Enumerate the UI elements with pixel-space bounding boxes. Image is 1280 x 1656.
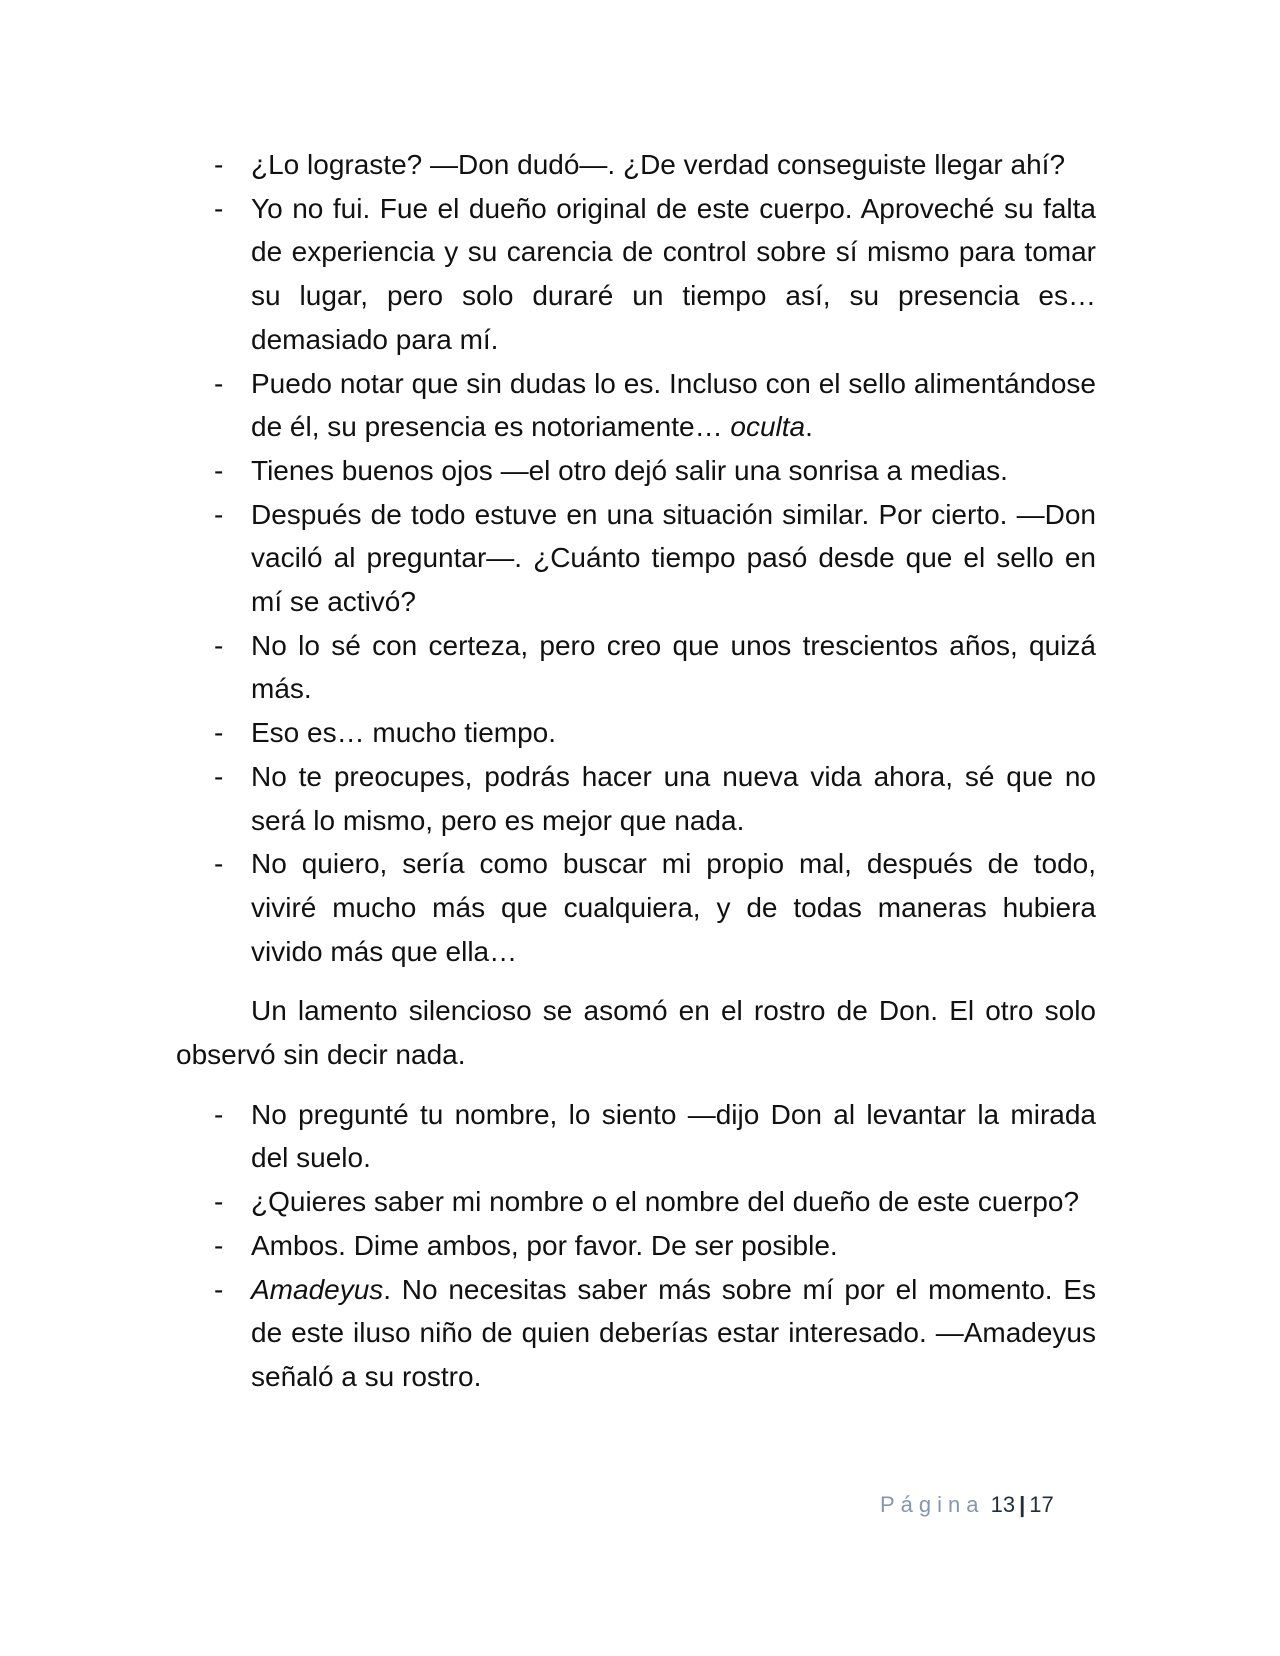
dialogue-list-2 bbox=[176, 1093, 1096, 1399]
narration-paragraph: Un lamento silencioso se asomó en el rostro de Don. El otro solo observó sin decir nada. bbox=[176, 995, 1096, 1071]
italic-name: Amadeyus bbox=[251, 1273, 384, 1305]
dialogue-text: Tienes buenos ojos —el otro dejó salir una sonrisa a medias. bbox=[251, 454, 1008, 486]
dialogue-dash: - bbox=[214, 717, 224, 749]
dialogue-dash: - bbox=[214, 760, 224, 792]
dialogue-text: Ambos. Dime ambos, por favor. De ser posible. bbox=[251, 1229, 838, 1261]
dialogue-dash: - bbox=[214, 367, 224, 399]
dialogue-line bbox=[176, 711, 1096, 755]
dialogue-dash: - bbox=[214, 1273, 224, 1305]
dialogue-line bbox=[176, 449, 1096, 493]
dialogue-text: Después de todo estuve en una situación similar. Por cierto. —Don vaciló al preguntar—. ¿Cuánto tiempo pasó desde que el sello en mí se activó? bbox=[251, 498, 1096, 618]
dialogue-dash: - bbox=[214, 498, 224, 530]
page-total: 17 bbox=[1029, 1492, 1054, 1517]
dialogue-line bbox=[176, 1268, 1096, 1399]
page-footer bbox=[880, 1490, 1076, 1520]
page-separator: | bbox=[1019, 1492, 1026, 1517]
dialogue-line bbox=[176, 362, 1096, 449]
page-body bbox=[176, 143, 1096, 1399]
dialogue-dash: - bbox=[214, 192, 224, 224]
italic-word: oculta bbox=[730, 411, 806, 443]
dialogue-text: . No necesitas saber más sobre mí por el momento. Es de este iluso niño de quien deberías estar interesado. —Amadeyus señaló a su rostro. bbox=[251, 1273, 1096, 1392]
dialogue-text: Yo no fui. Fue el dueño original de este cuerpo. Aproveché su falta de experiencia y su carencia de control sobre sí mismo para tomar su lugar, pero solo duraré un tiempo así, su presencia es… demasiado para mí. bbox=[251, 192, 1096, 355]
dialogue-line bbox=[176, 187, 1096, 362]
dialogue-text: No lo sé con certeza, pero creo que unos trescientos años, quizá más. bbox=[251, 629, 1096, 705]
dialogue-dash: - bbox=[214, 1098, 224, 1130]
dialogue-dash: - bbox=[214, 1186, 224, 1218]
dialogue-line bbox=[176, 1093, 1096, 1180]
dialogue-dash: - bbox=[214, 454, 224, 486]
dialogue-line bbox=[176, 755, 1096, 842]
dialogue-text: No te preocupes, podrás hacer una nueva vida ahora, sé que no será lo mismo, pero es mejor que nada. bbox=[251, 760, 1096, 836]
dialogue-line bbox=[176, 624, 1096, 711]
dialogue-text: ¿Quieres saber mi nombre o el nombre del dueño de este cuerpo? bbox=[251, 1186, 1080, 1218]
dialogue-line bbox=[176, 493, 1096, 624]
dialogue-dash: - bbox=[214, 629, 224, 661]
dialogue-text: No quiero, sería como buscar mi propio mal, después de todo, viviré mucho más que cualquiera, y de todas maneras hubiera vivido más que ella… bbox=[251, 848, 1096, 967]
dialogue-text-end: . bbox=[805, 411, 813, 443]
dialogue-line bbox=[176, 1180, 1096, 1224]
dialogue-line bbox=[176, 1224, 1096, 1268]
page-label: Página bbox=[880, 1492, 985, 1517]
dialogue-dash: - bbox=[214, 149, 224, 180]
dialogue-text: ¿Lo lograste? —Don dudó—. ¿De verdad conseguiste llegar ahí? bbox=[251, 149, 1066, 180]
dialogue-text: No pregunté tu nombre, lo siento —dijo Don al levantar la mirada del suelo. bbox=[251, 1098, 1096, 1174]
dialogue-text: Eso es… mucho tiempo. bbox=[251, 717, 557, 749]
dialogue-dash: - bbox=[214, 848, 224, 880]
dialogue-dash: - bbox=[214, 1229, 224, 1261]
dialogue-text: Puedo notar que sin dudas lo es. Incluso con el sello alimentándose de él, su presencia es notoriamente… bbox=[251, 367, 1096, 443]
dialogue-line bbox=[176, 842, 1096, 973]
dialogue-line bbox=[176, 143, 1096, 187]
dialogue-list-1 bbox=[176, 143, 1096, 973]
page-number: 13 bbox=[990, 1492, 1016, 1517]
